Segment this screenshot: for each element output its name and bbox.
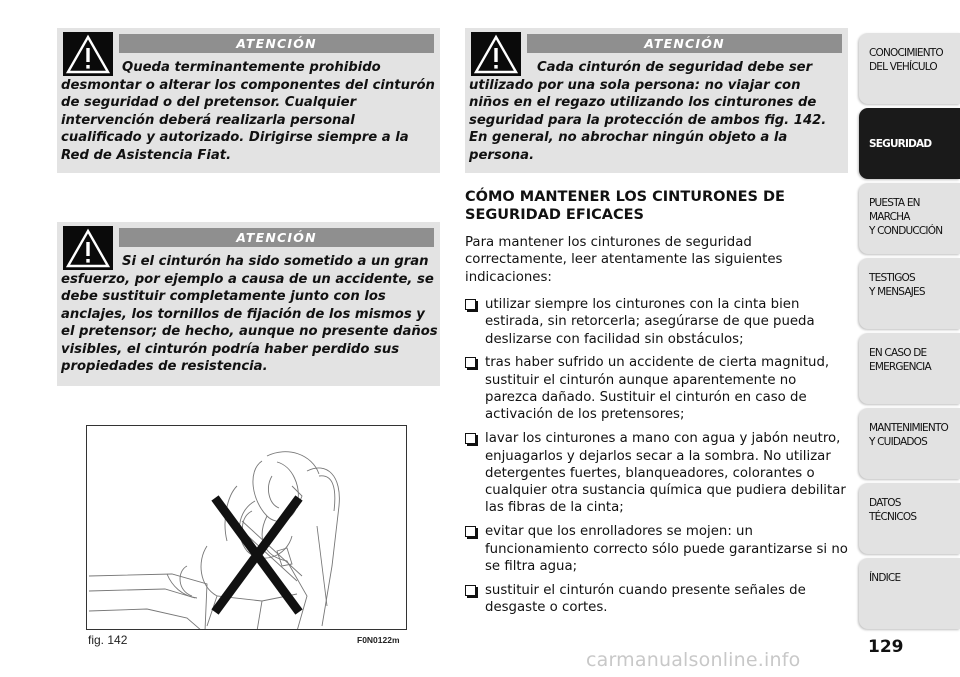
list-item: tras haber sufrido un accidente de cierta magnitud, sustituir el cinturón aunque aparentemente no parezca dañado. Sustituir el cinturón en caso de activación de los pretensores; [465,354,850,423]
tab-datos-tecnicos[interactable]: DATOS TÉCNICOS [859,483,960,554]
tab-puesta-en-marcha[interactable]: PUESTA EN MARCHA Y CONDUCCIÓN [859,183,960,254]
checkbox-bullet-icon [465,526,476,537]
maintenance-list [465,296,850,623]
warning-text [61,253,439,376]
tab-conocimiento[interactable]: CONOCIMIENTO DEL VEHÍCULO [859,33,960,104]
warning-box-1 [57,28,440,173]
checkbox-bullet-icon [465,357,476,368]
warning-first-line: Queda terminantemente prohibido [122,60,381,75]
list-item: utilizar siempre los cinturones con la cinta bien estirada, sin retorcerla; asegúrarse de que pueda deslizarse con facilidad sin obstáculos; [465,296,850,348]
warning-box-3 [465,28,848,173]
tab-testigos[interactable]: TESTIGOS Y MENSAJES [859,258,960,329]
page-number: 129 [868,637,904,657]
child-on-lap-illustration [87,426,407,630]
checkbox-bullet-icon [465,299,476,310]
warning-box-2 [57,222,440,386]
section-intro: Para mantener los cinturones de seguridad correctamente, leer atentamente las siguientes indicaciones: [465,235,783,285]
warning-text [61,59,437,164]
warning-first-line: Cada cinturón de seguridad debe ser [537,60,813,75]
checkbox-bullet-icon [465,433,476,444]
section-heading: CÓMO MANTENER LOS CINTURONES DE SEGURIDAD EFICACES [465,189,785,223]
warning-header: ATENCIÓN [527,34,842,53]
figure-caption: fig. 142 [88,633,128,647]
watermark: carmanualsonline.info [586,649,801,671]
checkbox-bullet-icon [465,585,476,596]
tab-emergencia[interactable]: EN CASO DE EMERGENCIA [859,333,960,404]
warning-body: utilizado por una sola persona: no viajar con niños en el regazo utilizando los cinturones de seguridad para la protección de ambos fig. 142. En general, no abrochar ningún objeto a la persona. [469,77,827,163]
warning-first-line: Si el cinturón ha sido sometido a un gran [122,254,429,269]
list-item: lavar los cinturones a mano con agua y jabón neutro, enjuagarlos y dejarlos secar a la sombra. No utilizar detergentes fuertes, blanqueadores, colorantes o cualquier otra sustancia química que pudiera debilitar las fibras de la cinta; [465,430,850,516]
list-item: sustituir el cinturón cuando presente señales de desgaste o cortes. [465,582,850,617]
warning-header: ATENCIÓN [119,228,434,247]
warning-header: ATENCIÓN [119,34,434,53]
warning-body: esfuerzo, por ejemplo a causa de un accidente, se debe sustituir completamente junto con los anclajes, los tornillos de fijación de los mismos y el pretensor; de hecho, aunque no presente daños visibles, el cinturón podría haber perdido sus propiedades de resistencia. [61,271,438,374]
tab-mantenimiento[interactable]: MANTENIMIENTO Y CUIDADOS [859,408,960,479]
warning-text [469,59,845,164]
warning-body: desmontar o alterar los componentes del cinturón de seguridad o del pretensor. Cualquier intervención deberá realizarla personal cualificado y autorizado. Dirigirse siempre a la Red de Asistencia Fiat. [61,77,435,163]
figure-illustration [86,425,407,630]
tab-seguridad[interactable]: SEGURIDAD [859,108,960,179]
tab-indice[interactable]: ÍNDICE [859,558,960,629]
list-item: evitar que los enrolladores se mojen: un funcionamiento correcto sólo puede garantizarse si no se filtra agua; [465,523,850,575]
figure-code: F0N0122m [357,635,400,645]
